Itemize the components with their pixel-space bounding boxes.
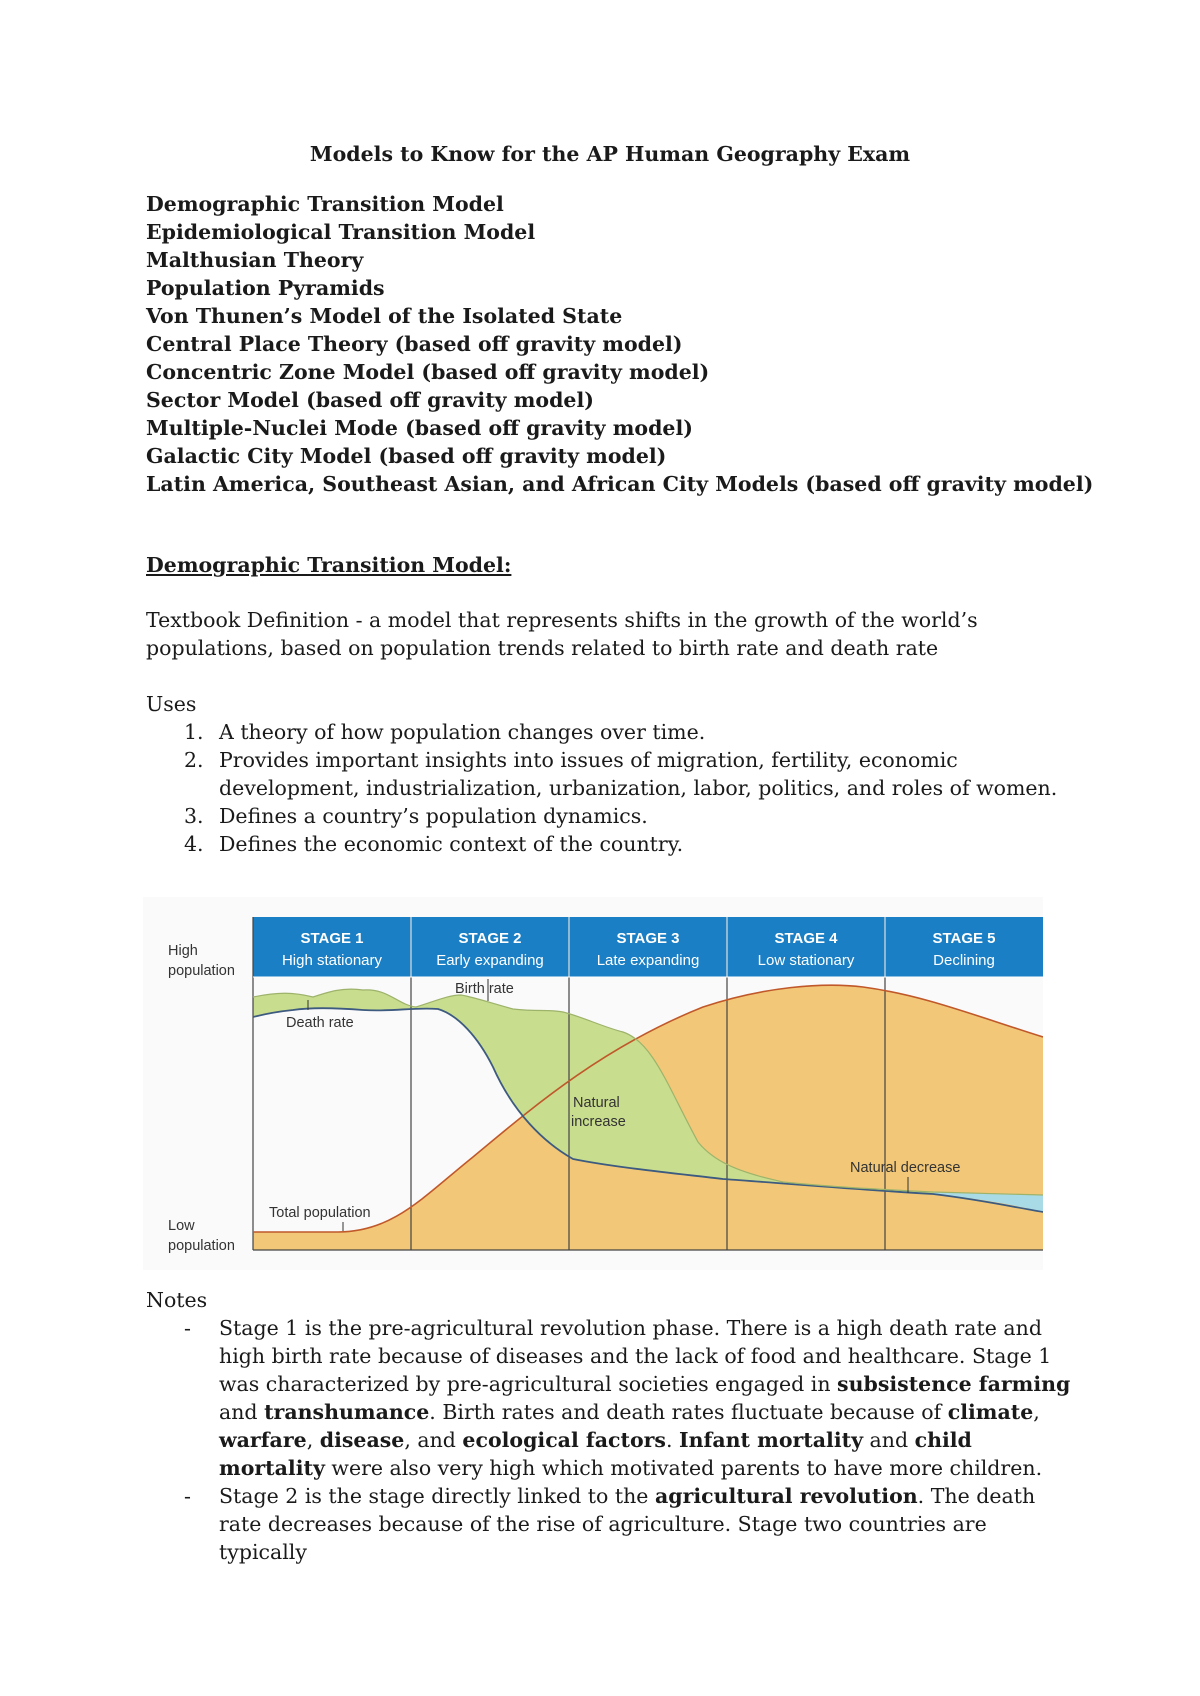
list-item: Population Pyramids bbox=[146, 276, 385, 300]
stage-desc: High stationary bbox=[281, 952, 383, 969]
bold-term: disease bbox=[319, 1428, 405, 1452]
notes-section bbox=[146, 1286, 1076, 1566]
note-text bbox=[219, 1484, 1035, 1564]
list-number: 1. bbox=[184, 720, 204, 744]
list-item bbox=[146, 718, 1076, 746]
bold-term: child mortality bbox=[219, 1428, 972, 1480]
natural-increase-label: Natural bbox=[573, 1095, 620, 1111]
note-segment: . bbox=[665, 1428, 680, 1452]
models-list bbox=[146, 190, 1094, 498]
notes-heading: Notes bbox=[146, 1288, 208, 1312]
list-item bbox=[146, 802, 1076, 830]
note-dash: - bbox=[184, 1316, 191, 1340]
death-rate-label: Death rate bbox=[286, 1015, 354, 1031]
list-text: Defines a country’s population dynamics. bbox=[219, 804, 648, 828]
total-population-label: Total population bbox=[269, 1205, 371, 1221]
bold-term: Infant mortality bbox=[679, 1428, 863, 1452]
list-item: Central Place Theory (based off gravity model) bbox=[146, 332, 683, 356]
list-number: 2. bbox=[184, 748, 204, 772]
stage-desc: Declining bbox=[933, 952, 995, 969]
list-item: Malthusian Theory bbox=[146, 248, 364, 272]
definition-text: Textbook Definition - a model that represents shifts in the growth of the world’s populations, based on population trends related to birth rate and death rate bbox=[146, 608, 978, 660]
y-low-label: population bbox=[168, 1238, 235, 1254]
note-item bbox=[146, 1482, 1076, 1566]
list-item bbox=[146, 830, 1076, 858]
stage-name: STAGE 1 bbox=[300, 930, 364, 947]
list-item: Galactic City Model (based off gravity model) bbox=[146, 444, 667, 468]
note-item bbox=[146, 1314, 1076, 1482]
note-segment: Stage 1 is the pre-agricultural revolution phase. There is a high death rate and high birth rate because of diseases and the lack of food and healthcare. Stage 1 was characterized by pre-agricultural societies engaged in bbox=[219, 1316, 1052, 1396]
list-item: Sector Model (based off gravity model) bbox=[146, 388, 594, 412]
note-segment: , and bbox=[404, 1428, 463, 1452]
page-title: Models to Know for the AP Human Geography Exam bbox=[309, 142, 911, 166]
list-item: Demographic Transition Model bbox=[146, 192, 504, 216]
stage-desc: Late expanding bbox=[596, 952, 700, 969]
bold-term: ecological factors bbox=[462, 1428, 666, 1452]
stage-name: STAGE 2 bbox=[458, 930, 522, 947]
document-page bbox=[146, 140, 1094, 858]
list-text: Provides important insights into issues of migration, fertility, economic development, industrialization, urbanization, labor, politics, and roles of women. bbox=[219, 748, 1058, 800]
note-segment: were also very high which motivated parents to have more children. bbox=[324, 1456, 1043, 1480]
bold-term: agricultural revolution bbox=[654, 1484, 918, 1508]
list-item: Epidemiological Transition Model bbox=[146, 220, 536, 244]
list-number: 4. bbox=[184, 832, 204, 856]
bold-term: warfare bbox=[219, 1428, 307, 1452]
note-segment: . The death rate decreases because of the rise of agriculture. Stage two countries are typically bbox=[219, 1484, 1036, 1564]
stage-name: STAGE 4 bbox=[774, 930, 838, 947]
stage-desc: Early expanding bbox=[436, 952, 544, 969]
list-item: Latin America, Southeast Asian, and African City Models (based off gravity model) bbox=[146, 472, 1094, 496]
note-segment: and bbox=[219, 1400, 265, 1424]
note-segment: and bbox=[863, 1428, 915, 1452]
uses-list bbox=[146, 718, 1076, 858]
list-text: Defines the economic context of the country. bbox=[219, 832, 684, 856]
section-heading: Demographic Transition Model: bbox=[146, 553, 512, 577]
natural-decrease-label: Natural decrease bbox=[850, 1160, 961, 1176]
list-item: Von Thunen’s Model of the Isolated State bbox=[146, 304, 623, 328]
y-high-label: population bbox=[168, 963, 235, 979]
stage-desc: Low stationary bbox=[757, 952, 855, 969]
bold-term: subsistence farming bbox=[837, 1372, 1071, 1396]
list-item: Multiple-Nuclei Mode (based off gravity model) bbox=[146, 416, 693, 440]
note-dash: - bbox=[184, 1484, 191, 1508]
note-text bbox=[219, 1316, 1070, 1480]
list-item bbox=[146, 746, 1076, 802]
list-text: A theory of how population changes over time. bbox=[219, 720, 706, 744]
dtm-diagram bbox=[143, 897, 1043, 1270]
note-segment: , bbox=[1033, 1400, 1040, 1424]
bold-term: climate bbox=[947, 1400, 1034, 1424]
list-item: Concentric Zone Model (based off gravity model) bbox=[146, 360, 710, 384]
y-high-label: High bbox=[168, 943, 198, 959]
dtm-diagram-svg bbox=[143, 897, 1043, 1270]
uses-heading: Uses bbox=[146, 692, 197, 716]
note-segment: , bbox=[306, 1428, 320, 1452]
y-low-label: Low bbox=[168, 1218, 195, 1234]
note-segment: Stage 2 is the stage directly linked to the bbox=[219, 1484, 655, 1508]
birth-rate-label: Birth rate bbox=[455, 981, 514, 997]
list-number: 3. bbox=[184, 804, 204, 828]
note-segment: . Birth rates and death rates fluctuate because of bbox=[429, 1400, 948, 1424]
stage-name: STAGE 5 bbox=[932, 930, 996, 947]
natural-increase-label: increase bbox=[571, 1114, 626, 1130]
bold-term: transhumance bbox=[264, 1400, 430, 1424]
stage-name: STAGE 3 bbox=[616, 930, 680, 947]
